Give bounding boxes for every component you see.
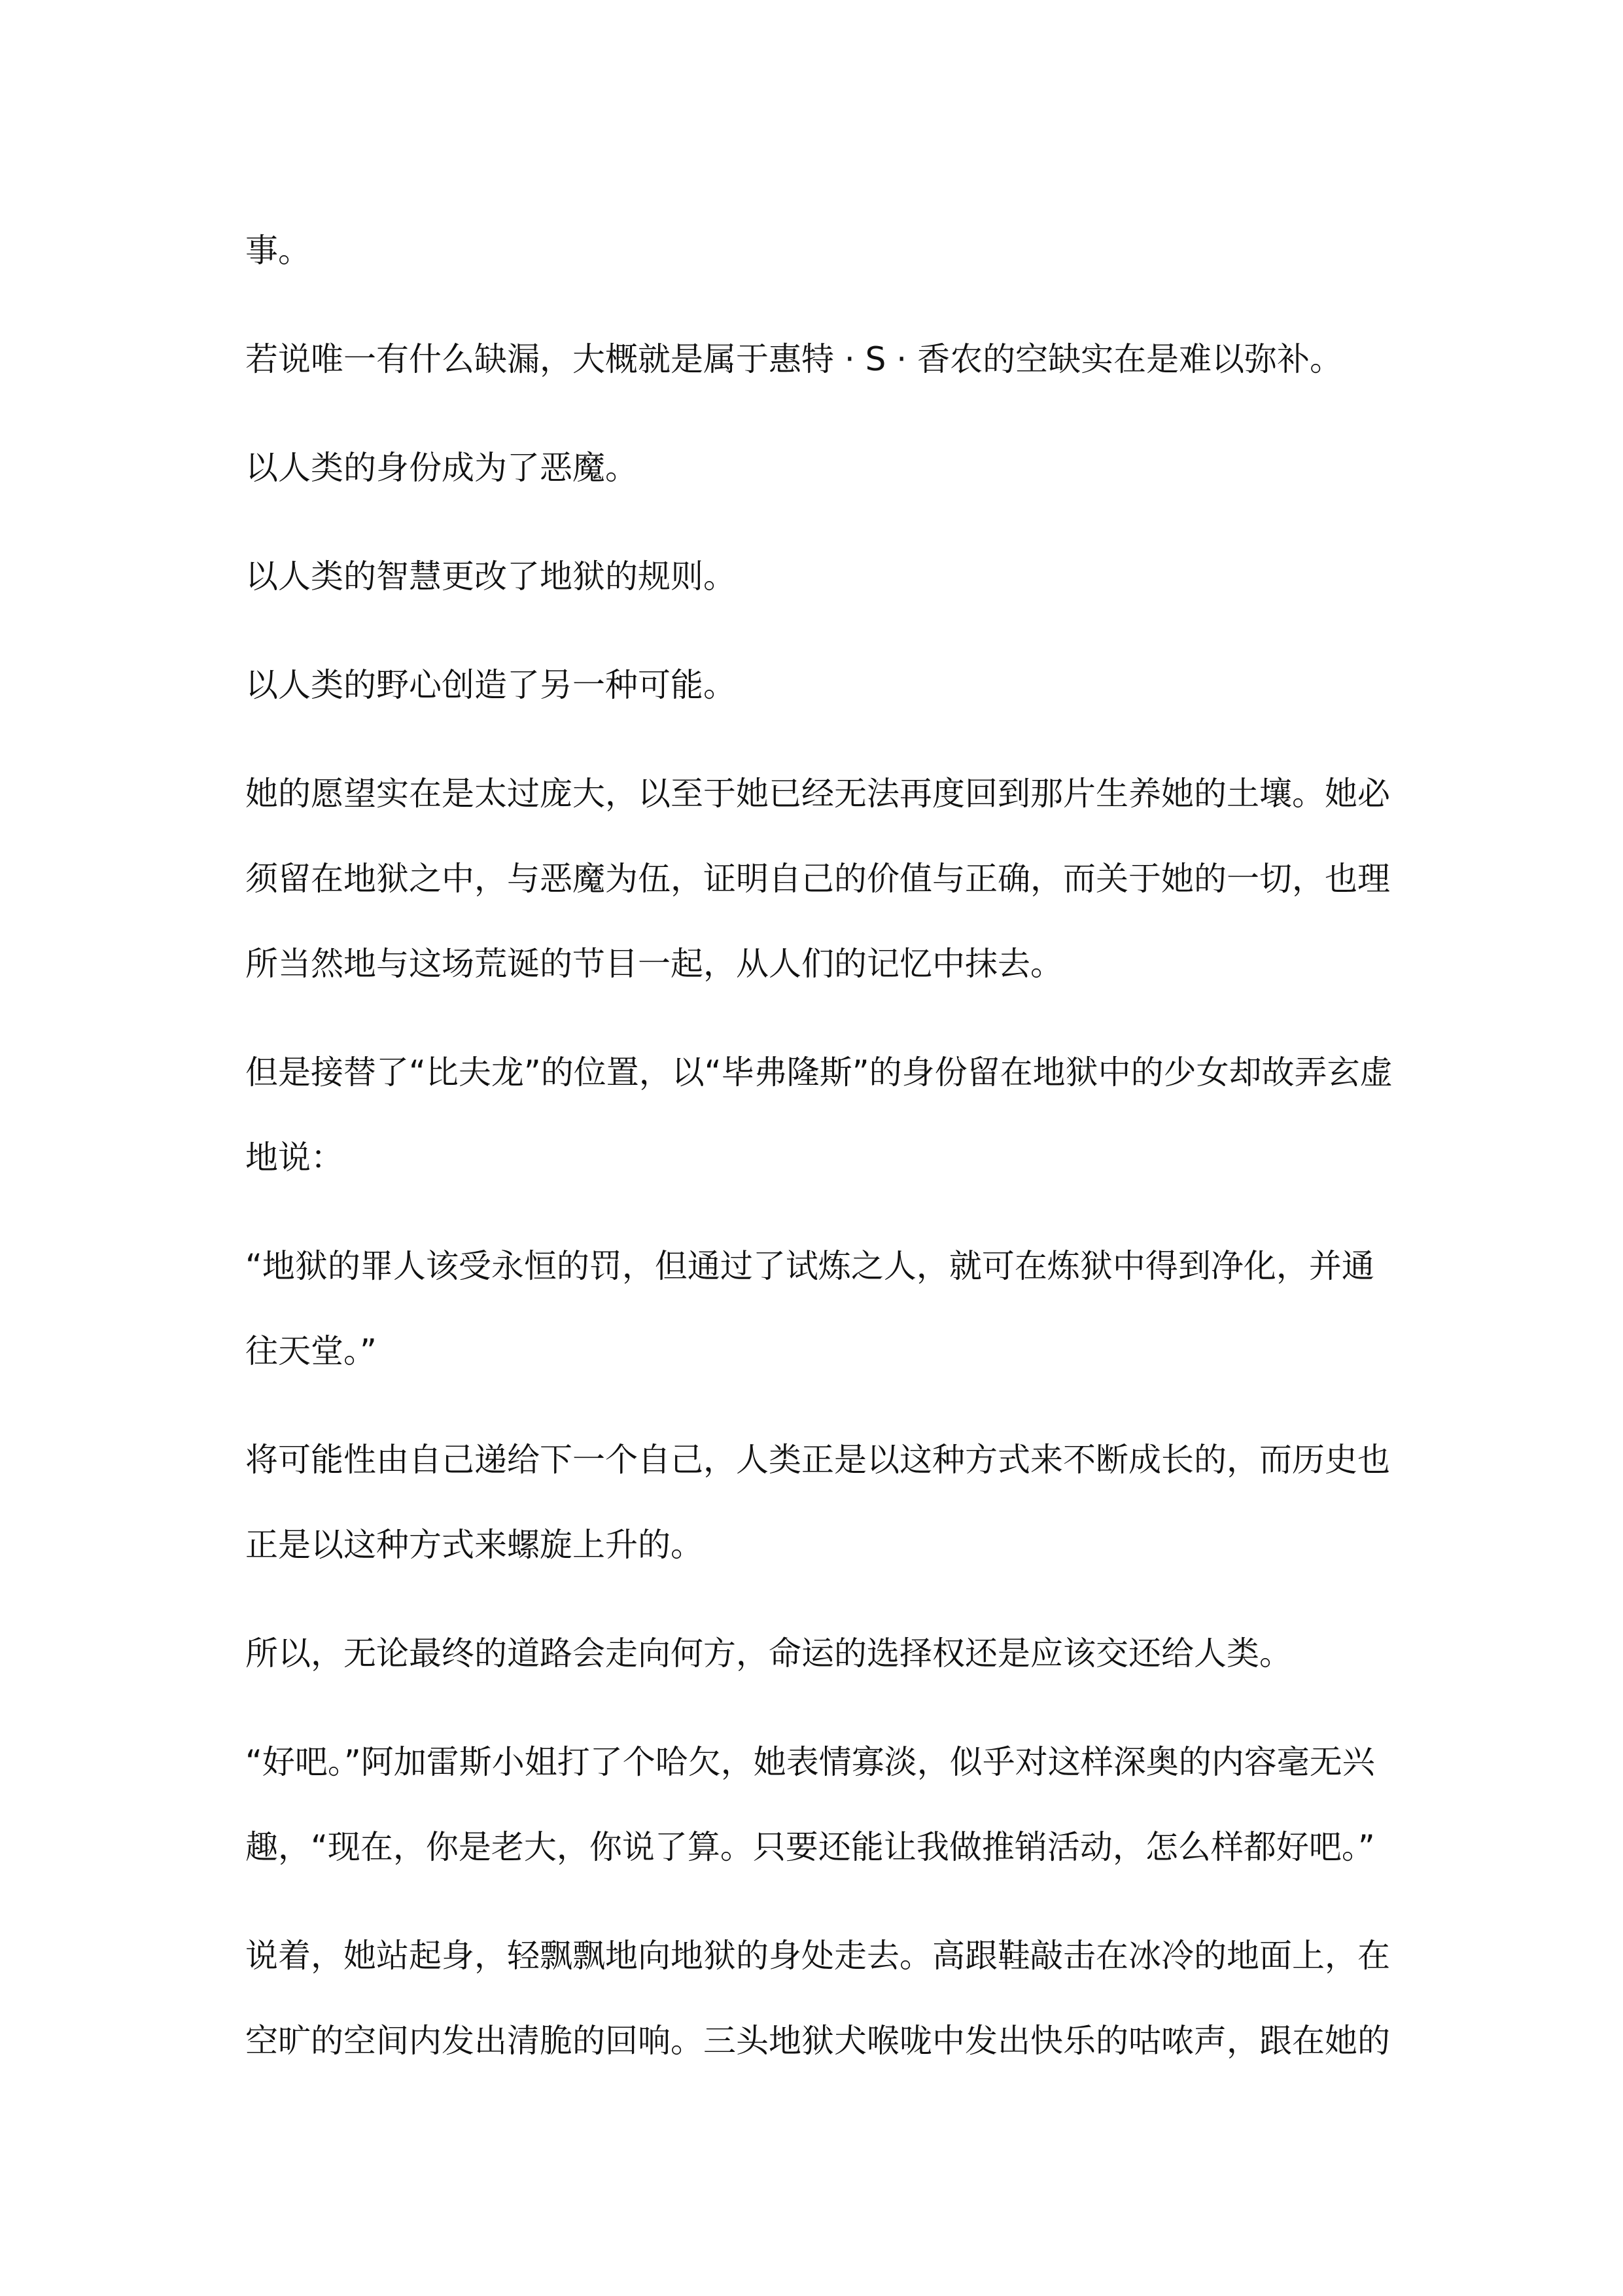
paragraph: 以人类的智慧更改了地狱的规则。 [245, 557, 736, 595]
paragraph: 以人类的身份成为了恶魔。 [245, 449, 638, 487]
paragraph: 所以，无论最终的道路会走向何方，命运的选择权还是应该交还给人类。 [245, 1634, 1292, 1672]
paragraph: 若说唯一有什么缺漏，大概就是属于惠特 · S · 香农的空缺实在是难以弥补。 [245, 340, 1343, 378]
paragraph: 以人类的野心创造了另一种可能。 [245, 666, 736, 704]
paragraph: 事。 [245, 232, 311, 270]
paragraph: 将可能性由自己递给下一个自己，人类正是以这种方式来不断成长的，而历史也正是以这种方式来螺旋上升的。 [245, 1441, 1390, 1564]
body-text [245, 208, 1397, 2107]
paragraph: 但是接替了“比夫龙”的位置，以“毕弗隆斯”的身份留在地狱中的少女却故弄玄虚地说： [245, 1053, 1393, 1176]
paragraph: 说着，她站起身，轻飘飘地向地狱的身处走去。高跟鞋敲击在冰冷的地面上，在空旷的空间内发出清脆的回响。三头地狱犬喉咙中发出快乐的咕哝声，跟在她的 [245, 1937, 1390, 2060]
paragraph: “地狱的罪人该受永恒的罚，但通过了试炼之人，就可在炼狱中得到净化，并通往天堂。” [245, 1247, 1374, 1370]
paragraph: 她的愿望实在是太过庞大，以至于她已经无法再度回到那片生养她的土壤。她必须留在地狱之中，与恶魔为伍，证明自己的价值与正确，而关于她的一切，也理所当然地与这场荒诞的节目一起，从人们的记忆中抹去。 [245, 775, 1390, 983]
paragraph: “好吧。”阿加雷斯小姐打了个哈欠，她表情寡淡，似乎对这样深奥的内容毫无兴趣，“现在，你是老大，你说了算。只要还能让我做推销活动，怎么样都好吧。” [245, 1743, 1375, 1866]
